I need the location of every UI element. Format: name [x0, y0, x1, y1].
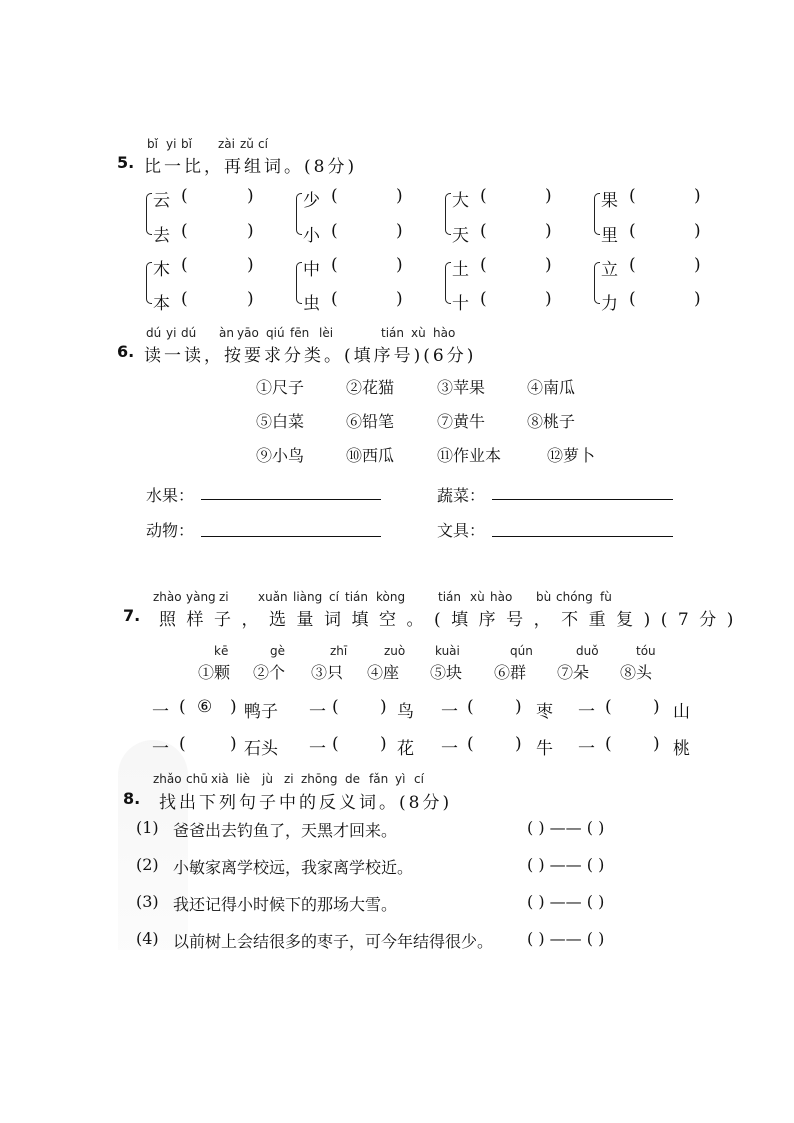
blank-close: ): [247, 221, 254, 241]
q5-char: 果: [601, 191, 618, 211]
q5-brace-2: [296, 193, 302, 235]
word-pinyin: kē: [214, 644, 229, 658]
q5-char: 木: [153, 260, 170, 280]
noun: 枣: [536, 702, 553, 722]
q8-pinyin: de: [345, 772, 360, 786]
q5-char: 立: [601, 260, 618, 280]
q8-pinyin: zhǎo: [153, 772, 182, 786]
q6-pinyin: hào: [433, 326, 456, 340]
blank-open[interactable]: (: [179, 734, 186, 754]
category-fruit-answer-line[interactable]: [201, 499, 381, 500]
q5-pinyin-1: bǐ: [147, 137, 158, 151]
q5-pinyin-4: zài: [218, 137, 235, 151]
blank-open[interactable]: (: [331, 255, 338, 275]
q8-pinyin: jù: [262, 772, 273, 786]
blank-close: ): [396, 221, 403, 241]
q5-brace-6: [296, 262, 302, 304]
blank-close: ): [230, 697, 237, 717]
q5-title: 比一比，再组词。(8分): [144, 157, 358, 177]
q8-pinyin: fǎn: [369, 772, 389, 786]
noun: 花: [397, 739, 414, 759]
option-item: ⑪作业本: [437, 446, 502, 465]
sentence-label: (1): [136, 818, 159, 837]
category-stationery-answer-line[interactable]: [492, 536, 673, 537]
q6-pinyin: fēn: [290, 326, 310, 340]
category-vegetable-answer-line[interactable]: [492, 499, 673, 500]
blank-open[interactable]: (: [331, 289, 338, 309]
q5-brace-4: [594, 193, 600, 235]
blank-close: ): [694, 221, 701, 241]
blank-open[interactable]: (: [331, 186, 338, 206]
word-pinyin: qún: [510, 644, 533, 658]
blank-open[interactable]: (: [605, 734, 612, 754]
sentence-label: (4): [136, 929, 159, 948]
q8-pinyin: chū: [186, 772, 208, 786]
q7-pinyin: fù: [600, 590, 612, 604]
q6-pinyin: àn: [219, 326, 234, 340]
category-vegetable-label: 蔬菜：: [437, 486, 486, 505]
measure-word: ⑤块: [430, 663, 463, 682]
blank-open[interactable]: (: [181, 289, 188, 309]
blank-close: ): [247, 255, 254, 275]
antonym-answer-blank[interactable]: ( ) —— ( ): [527, 929, 605, 948]
q5-char: 去: [153, 226, 170, 246]
q5-char: 中: [303, 260, 320, 280]
q5-brace-3: [445, 193, 451, 235]
option-item: ⑧桃子: [527, 412, 576, 431]
q8-title: 找出下列句子中的反义词。(8分): [159, 793, 453, 813]
blank-open[interactable]: (: [629, 221, 636, 241]
q6-pinyin: qiú: [266, 326, 285, 340]
measure-word: ⑥群: [494, 663, 527, 682]
noun: 石头: [244, 739, 278, 759]
measure-word: ③只: [311, 663, 344, 682]
noun: 山: [673, 702, 690, 722]
q8-pinyin: yì: [395, 772, 406, 786]
sentence-text: 小敏家离学校远，我家离学校近。: [173, 858, 414, 877]
blank-open[interactable]: (: [332, 697, 339, 717]
q8-pinyin: xià: [211, 772, 229, 786]
word-pinyin: duǒ: [576, 644, 599, 658]
category-animal-answer-line[interactable]: [201, 536, 381, 537]
q7-pinyin: xù: [470, 590, 485, 604]
blank-open[interactable]: (: [181, 221, 188, 241]
q5-pinyin-6: cí: [258, 137, 268, 151]
blank-open[interactable]: (: [467, 734, 474, 754]
q5-char: 本: [153, 294, 170, 314]
q7-pinyin: kòng: [376, 590, 406, 604]
blank-open[interactable]: (: [480, 221, 487, 241]
word-pinyin: tóu: [636, 644, 656, 658]
blank-open[interactable]: (: [480, 289, 487, 309]
q7-pinyin: tián: [345, 590, 368, 604]
yi-char: 一: [309, 739, 326, 759]
yi-char: 一: [578, 739, 595, 759]
q5-char: 天: [452, 226, 469, 246]
q7-pinyin: bù: [536, 590, 552, 604]
option-item: ⑩西瓜: [346, 446, 395, 465]
q8-pinyin: zi: [284, 772, 294, 786]
noun: 桃: [673, 739, 690, 759]
q6-pinyin: yi: [166, 326, 177, 340]
sentence-label: (3): [136, 892, 159, 911]
option-item: ④南瓜: [527, 378, 576, 397]
measure-word: ①颗: [198, 663, 231, 682]
blank-close: ): [653, 697, 660, 717]
q7-pinyin: chóng: [556, 590, 593, 604]
blank-open[interactable]: (: [629, 289, 636, 309]
q5-char: 十: [452, 294, 469, 314]
q5-number: 5.: [117, 153, 135, 172]
measure-word: ⑦朵: [557, 663, 590, 682]
blank-close: ): [396, 255, 403, 275]
option-item: ①尺子: [256, 378, 305, 397]
antonym-answer-blank[interactable]: ( ) —— ( ): [527, 818, 605, 837]
blank-close: ): [515, 697, 522, 717]
blank-open[interactable]: (: [629, 186, 636, 206]
q6-number: 6.: [117, 342, 135, 361]
blank-close: ): [545, 289, 552, 309]
antonym-answer-blank[interactable]: ( ) —— ( ): [527, 855, 605, 874]
q5-char: 大: [452, 191, 469, 211]
antonym-answer-blank[interactable]: ( ) —— ( ): [527, 892, 605, 911]
q7-pinyin: liàng: [293, 590, 323, 604]
sentence-text: 爸爸出去钓鱼了，天黑才回来。: [173, 821, 398, 840]
q6-pinyin: dú: [146, 326, 162, 340]
sentence-label: (2): [136, 855, 159, 874]
category-animal-label: 动物：: [146, 521, 195, 540]
q7-pinyin: cí: [329, 590, 339, 604]
yi-char: 一: [152, 739, 169, 759]
q6-pinyin: tián: [381, 326, 404, 340]
category-stationery-label: 文具：: [437, 521, 486, 540]
sentence-text: 以前树上会结很多的枣子，可今年结得很少。: [173, 932, 494, 951]
q5-pinyin-2: yi: [166, 137, 177, 151]
blank-open[interactable]: (: [181, 186, 188, 206]
q7-pinyin: xuǎn: [258, 590, 288, 604]
blank-close: ): [380, 734, 387, 754]
option-item: ⑫萝卜: [547, 446, 596, 465]
blank-open[interactable]: (: [181, 255, 188, 275]
q7-pinyin: hào: [490, 590, 513, 604]
blank-open[interactable]: (: [179, 697, 186, 717]
blank-close: ): [545, 221, 552, 241]
q5-char: 里: [601, 226, 618, 246]
word-pinyin: zuò: [384, 644, 406, 658]
blank-close: ): [694, 186, 701, 206]
option-item: ③苹果: [437, 378, 486, 397]
sentence-text: 我还记得小时候下的那场大雪。: [173, 895, 398, 914]
yi-char: 一: [152, 702, 169, 722]
blank-close: ): [247, 186, 254, 206]
q7-pinyin: zhào: [153, 590, 182, 604]
q5-char: 云: [153, 191, 170, 211]
category-fruit-label: 水果：: [146, 486, 195, 505]
option-item: ⑥铅笔: [346, 412, 395, 431]
yi-char: 一: [578, 702, 595, 722]
blank-open[interactable]: (: [331, 221, 338, 241]
yi-char: 一: [441, 702, 458, 722]
measure-word: ⑧头: [620, 663, 653, 682]
option-item: ⑦黄牛: [437, 412, 486, 431]
q8-pinyin: cí: [414, 772, 424, 786]
q5-char: 力: [601, 294, 618, 314]
q5-char: 少: [303, 191, 320, 211]
blank-close: ): [247, 289, 254, 309]
blank-close: ): [545, 255, 552, 275]
q7-title: 照样子，选量词填空。(填序号，不重复)(7分): [159, 610, 744, 630]
noun: 鸟: [397, 702, 414, 722]
blank-open[interactable]: (: [480, 255, 487, 275]
blank-open[interactable]: (: [467, 697, 474, 717]
q7-pinyin: tián: [438, 590, 461, 604]
noun: 鸭子: [244, 702, 278, 722]
example-answer: ⑥: [197, 697, 213, 717]
word-pinyin: zhī: [330, 644, 348, 658]
yi-char: 一: [441, 739, 458, 759]
q6-pinyin: yāo: [237, 326, 259, 340]
q5-brace-8: [594, 262, 600, 304]
blank-open[interactable]: (: [629, 255, 636, 275]
q5-brace-1: [146, 193, 152, 235]
measure-word: ②个: [253, 663, 286, 682]
q8-pinyin: liè: [236, 772, 251, 786]
yi-char: 一: [309, 702, 326, 722]
blank-close: ): [653, 734, 660, 754]
q5-char: 小: [303, 226, 320, 246]
blank-close: ): [694, 255, 701, 275]
q5-pinyin-3: bǐ: [181, 137, 192, 151]
blank-close: ): [515, 734, 522, 754]
measure-word: ④座: [367, 663, 400, 682]
blank-open[interactable]: (: [332, 734, 339, 754]
q6-pinyin: xù: [411, 326, 426, 340]
option-item: ②花猫: [346, 378, 395, 397]
q6-title: 读一读，按要求分类。(填序号)(6分): [144, 346, 477, 366]
word-pinyin: gè: [270, 644, 285, 658]
blank-open[interactable]: (: [605, 697, 612, 717]
q5-brace-5: [146, 262, 152, 304]
q7-pinyin: zi: [219, 590, 229, 604]
q5-brace-7: [445, 262, 451, 304]
q6-pinyin: lèi: [319, 326, 334, 340]
blank-close: ): [396, 289, 403, 309]
blank-close: ): [380, 697, 387, 717]
q8-pinyin: zhōng: [301, 772, 338, 786]
word-pinyin: kuài: [435, 644, 460, 658]
blank-close: ): [694, 289, 701, 309]
noun: 牛: [536, 739, 553, 759]
q6-pinyin: dú: [181, 326, 197, 340]
q7-number: 7.: [123, 606, 141, 625]
option-item: ⑤白菜: [256, 412, 305, 431]
q5-pinyin-5: zǔ: [240, 137, 254, 151]
blank-open[interactable]: (: [480, 186, 487, 206]
q5-char: 虫: [303, 294, 320, 314]
q7-pinyin: yàng: [186, 590, 216, 604]
q8-number: 8.: [123, 789, 141, 808]
q5-char: 土: [452, 260, 469, 280]
blank-close: ): [545, 186, 552, 206]
blank-close: ): [230, 734, 237, 754]
blank-close: ): [396, 186, 403, 206]
option-item: ⑨小鸟: [256, 446, 305, 465]
